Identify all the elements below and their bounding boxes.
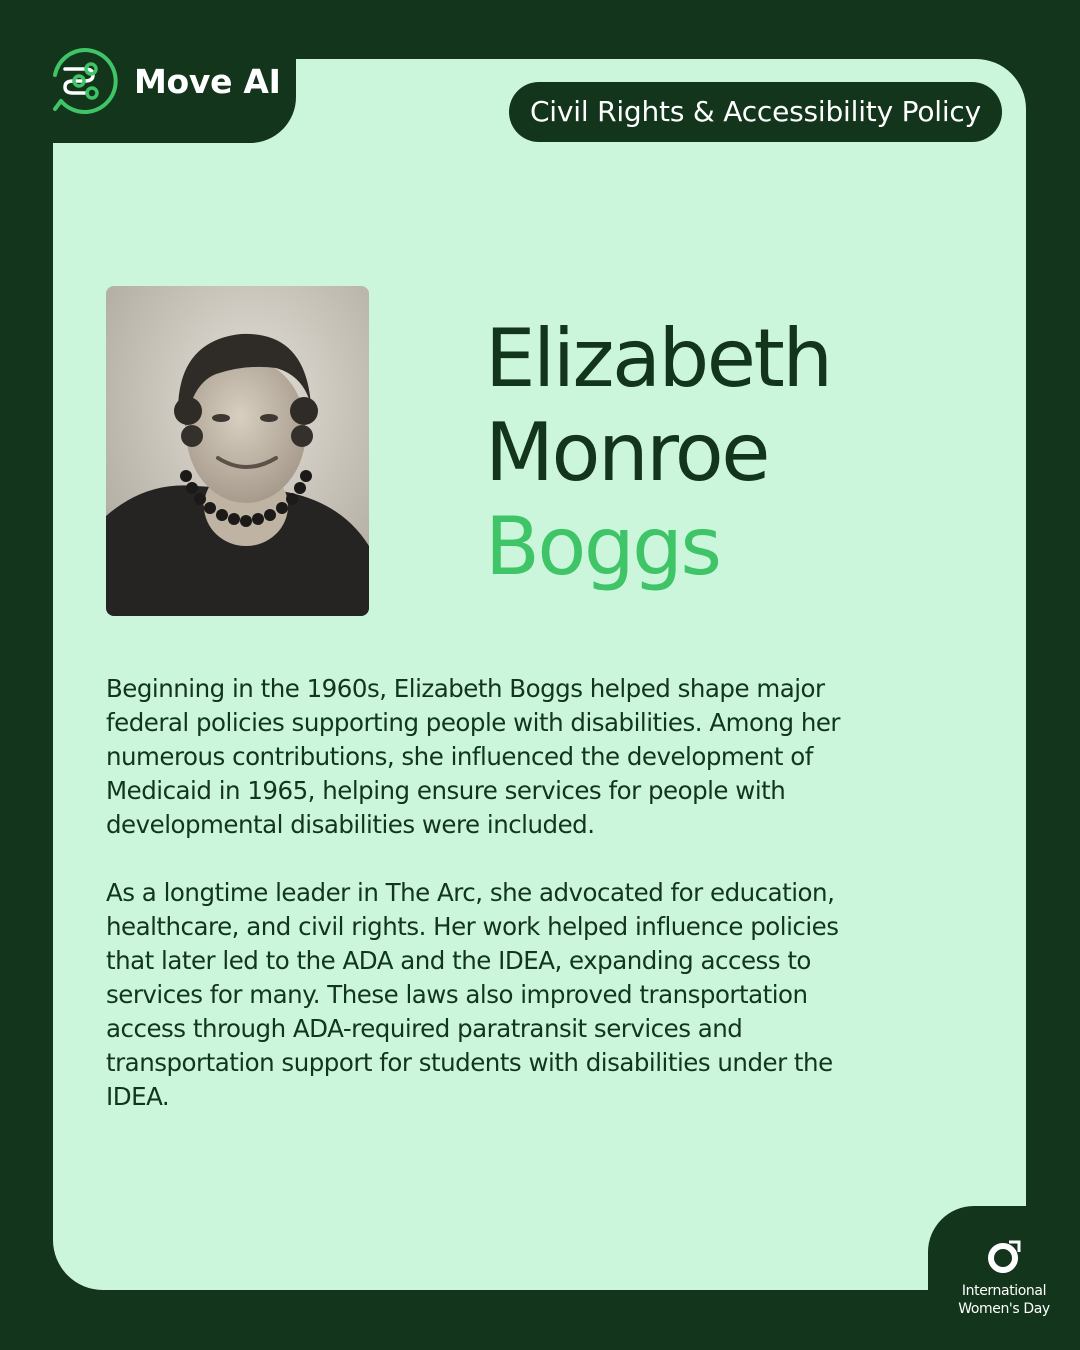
- first-name: Elizabeth: [485, 312, 831, 405]
- bio-paragraph-1: Beginning in the 1960s, Elizabeth Boggs helped shape major federal policies supporting people with disabilities. Among her numerous contributions, she influenced the development of Medicaid in 1965, helping ensure services for people with developmental disabilities were included.: [106, 674, 840, 839]
- profile-name: [485, 312, 831, 594]
- iwd-circle-icon: [983, 1238, 1023, 1276]
- iwd-line-1: International: [961, 1283, 1047, 1299]
- iwd-line-2: Women's Day: [958, 1301, 1050, 1317]
- portrait-photo: [106, 286, 369, 616]
- category-pill: Civil Rights & Accessibility Policy: [509, 82, 1002, 142]
- iwd-badge-label: [950, 1282, 1058, 1318]
- brand-name: Move AI: [134, 62, 281, 101]
- middle-name: Monroe: [485, 406, 768, 499]
- bio-paragraph-2: As a longtime leader in The Arc, she advocated for education, healthcare, and civil rights. Her work helped influence policies that later led to the ADA and the IDEA, expanding access to services for many. These laws also improved transportation access through ADA-required paratransit services and transportation support for students with disabilities under the IDEA.: [106, 878, 839, 1111]
- bio-text: [106, 672, 846, 1148]
- last-name: Boggs: [485, 500, 720, 593]
- route-connector-icon: [51, 47, 119, 115]
